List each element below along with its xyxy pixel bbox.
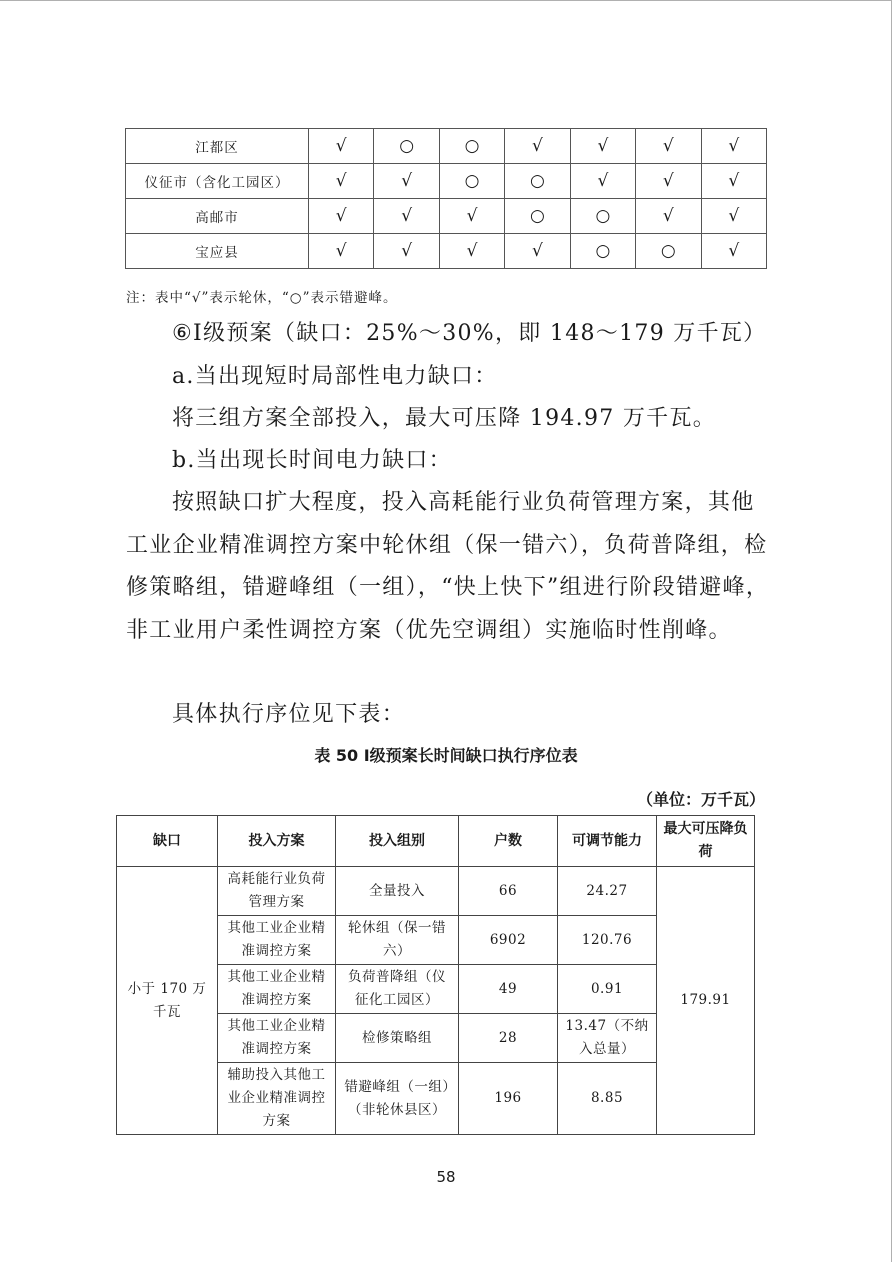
mark-cell: √ [701,199,766,234]
group-cell: 负荷普降组（仪征化工园区） [336,965,459,1014]
capacity-cell: 13.47（不纳入总量） [558,1014,657,1063]
plan-cell: 高耗能行业负荷管理方案 [218,867,336,916]
group-cell: 检修策略组 [336,1014,459,1063]
mark-cell: √ [701,129,766,164]
table-row [126,199,767,234]
execution-order-table [116,815,755,1135]
gap-cell: 小于 170 万千瓦 [117,867,218,1135]
mark-cell: √ [636,199,701,234]
count-cell: 66 [459,867,558,916]
table-row [126,234,767,269]
district-name: 江都区 [126,129,309,164]
case-a-heading: a.当出现短时局部性电力缺口： [172,364,498,389]
district-rotation-table [125,128,767,269]
table-row [126,129,767,164]
district-name: 宝应县 [126,234,309,269]
mark-cell: ○ [636,234,701,269]
column-header: 可调节能力 [558,816,657,867]
column-header: 投入方案 [218,816,336,867]
mark-cell: ○ [505,164,570,199]
mark-cell: √ [636,164,701,199]
count-cell: 6902 [459,916,558,965]
mark-cell: ○ [570,199,635,234]
mark-cell: √ [439,234,504,269]
max-reduction-cell: 179.91 [657,867,755,1135]
district-name: 高邮市 [126,199,309,234]
plan-cell: 其他工业企业精准调控方案 [218,1014,336,1063]
capacity-cell: 120.76 [558,916,657,965]
column-header: 缺口 [117,816,218,867]
group-cell: 轮休组（保一错六） [336,916,459,965]
plan-level-heading: ⑥I级预案（缺口：25%～30%，即 148～179 万千瓦） [172,321,767,346]
table-header-row [117,816,755,867]
mark-cell: √ [505,129,570,164]
table-intro: 具体执行序位见下表： [172,702,406,727]
case-a-text: 将三组方案全部投入，最大可压降 194.97 万千瓦。 [172,406,717,431]
mark-cell: √ [570,129,635,164]
mark-cell: √ [309,164,374,199]
table-note: 注：表中“√”表示轮休，“○”表示错避峰。 [126,290,398,306]
mark-cell: √ [374,234,439,269]
count-cell: 196 [459,1063,558,1135]
mark-cell: √ [309,234,374,269]
mark-cell: ○ [570,234,635,269]
table-caption: 表 50 Ⅰ级预案长时间缺口执行序位表 [314,746,578,765]
district-name: 仪征市（含化工园区） [126,164,309,199]
plan-cell: 辅助投入其他工业企业精准调控方案 [218,1063,336,1135]
mark-cell: ○ [374,129,439,164]
mark-cell: √ [309,129,374,164]
count-cell: 49 [459,965,558,1014]
mark-cell: √ [309,199,374,234]
mark-cell: ○ [505,199,570,234]
group-cell: 错避峰组（一组）（非轮休县区） [336,1063,459,1135]
case-b-heading: b.当出现长时间电力缺口： [172,448,452,473]
capacity-cell: 24.27 [558,867,657,916]
column-header: 户数 [459,816,558,867]
mark-cell: √ [701,164,766,199]
plan-cell: 其他工业企业精准调控方案 [218,916,336,965]
capacity-cell: 8.85 [558,1063,657,1135]
mark-cell: √ [701,234,766,269]
mark-cell: √ [570,164,635,199]
mark-cell: √ [505,234,570,269]
page-number: 58 [436,1168,456,1186]
table-row [126,164,767,199]
case-b-text: 按照缺口扩大程度，投入高耗能行业负荷管理方案，其他工业企业精准调控方案中轮休组（保一错六），负荷普降组，检修策略组，错避峰组（一组），“快上快下”组进行阶段错避峰，非工业用户柔性调控方案（优先空调组）实施临时性削峰。 [126,490,770,643]
mark-cell: √ [374,164,439,199]
table-unit: （单位：万千瓦） [636,790,765,809]
table-row [117,867,755,916]
mark-cell: √ [439,199,504,234]
mark-cell: √ [374,199,439,234]
plan-cell: 其他工业企业精准调控方案 [218,965,336,1014]
group-cell: 全量投入 [336,867,459,916]
column-header: 投入组别 [336,816,459,867]
column-header: 最大可压降负荷 [657,816,755,867]
mark-cell: ○ [439,164,504,199]
mark-cell: ○ [439,129,504,164]
count-cell: 28 [459,1014,558,1063]
mark-cell: √ [636,129,701,164]
capacity-cell: 0.91 [558,965,657,1014]
